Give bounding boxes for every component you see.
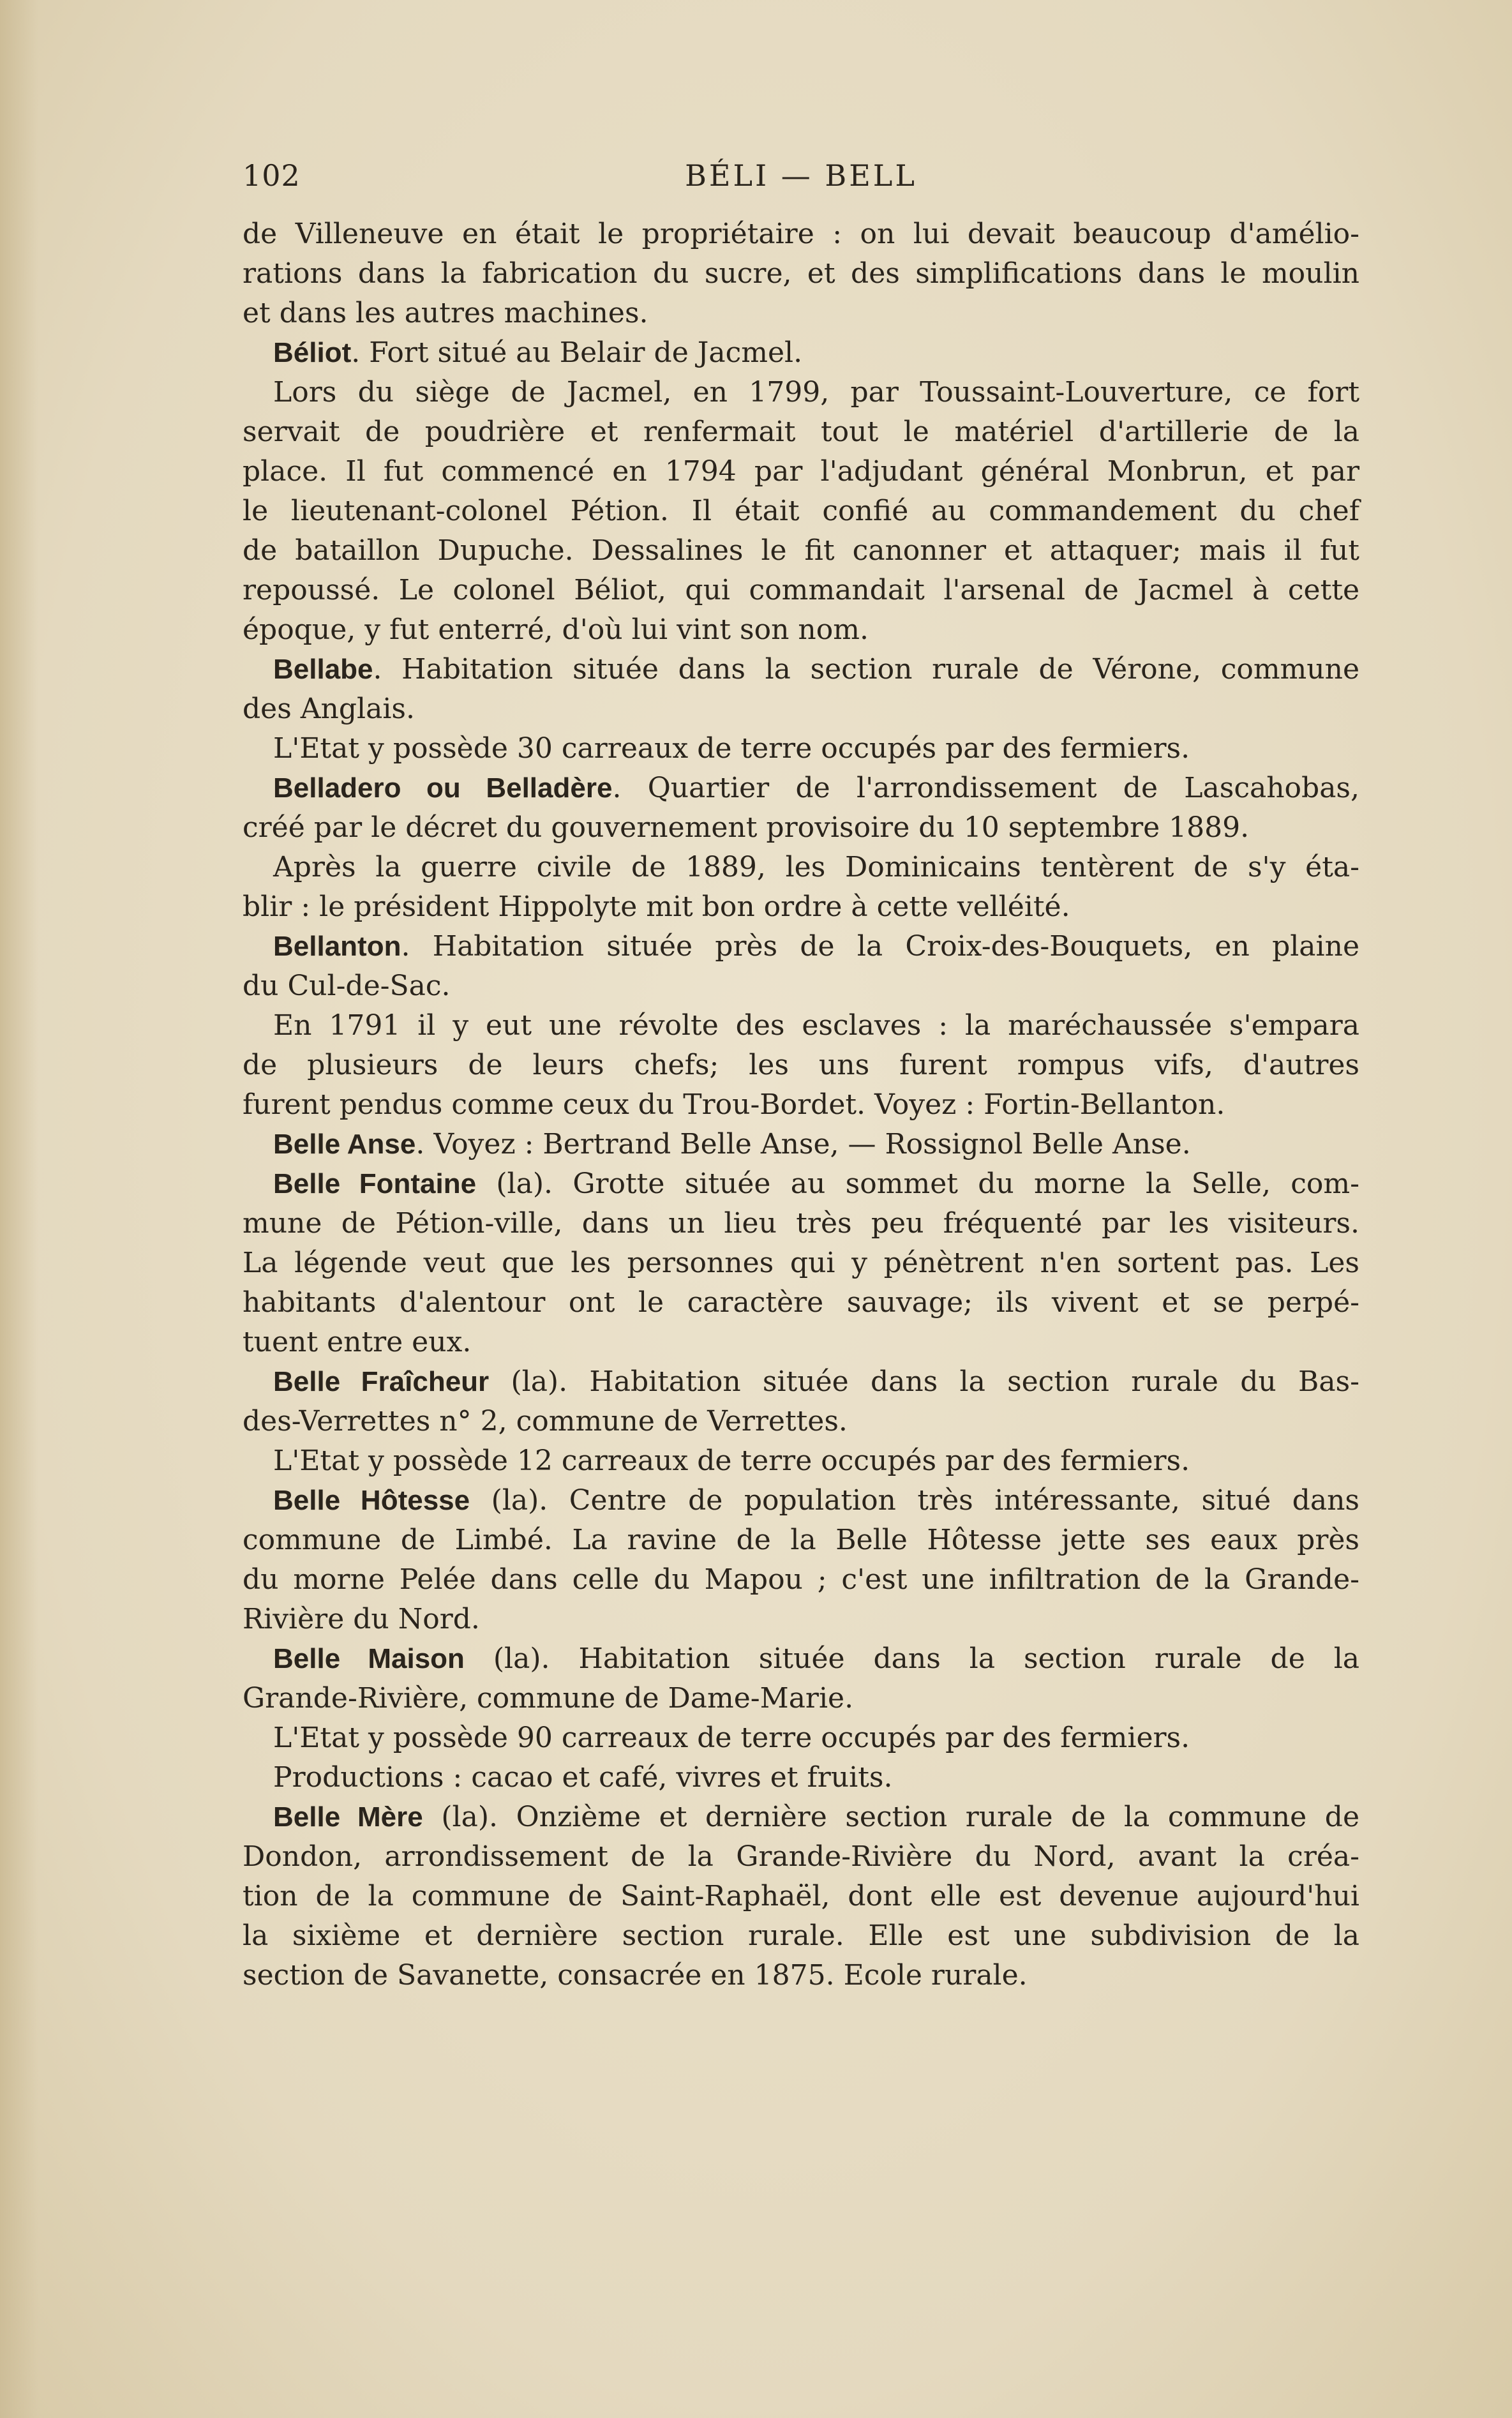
intro-paragraph — [243, 214, 1359, 333]
entry-headword: Belle Mère — [273, 1801, 423, 1833]
text-line — [243, 1323, 1359, 1362]
dictionary-entry — [243, 927, 1359, 1125]
entry-text: mune de Pétion-ville, dans un lieu très peu fréquenté par les visiteurs. — [243, 1207, 1359, 1240]
text-line — [243, 769, 1359, 808]
text-line: de plusieurs de leurs chefs; les uns furent rompus vifs, d'autres — [243, 1049, 1359, 1081]
entry-headword: Belle Anse — [273, 1129, 416, 1160]
entry-text: (la). Habitation située dans la section rurale de la — [464, 1642, 1359, 1675]
entry-headword: Belle Hôtesse — [273, 1485, 470, 1516]
entry-headword: Belle Fontaine — [273, 1168, 477, 1199]
entry-text: la sixième et dernière section rurale. Elle est une subdivision de la — [243, 1919, 1359, 1952]
text-line — [243, 1243, 1359, 1283]
dictionary-entry — [243, 1798, 1359, 1995]
entry-text: (la). Habitation située dans la section rurale du Bas- — [489, 1365, 1359, 1398]
text-line: Après la guerre civile de 1889, les Dominicains tentèrent de s'y éta- — [273, 851, 1359, 883]
entry-text: commune de Limbé. La ravine de la Belle Hôtesse jette ses eaux près — [243, 1524, 1359, 1556]
dictionary-entry — [243, 769, 1359, 927]
text-line: de bataillon Dupuche. Dessalines le fit canonner et attaquer; mais il fut — [243, 534, 1359, 567]
entry-text: du Cul-de-Sac. — [243, 970, 451, 1002]
text-line — [243, 1600, 1359, 1639]
page-header — [243, 158, 1359, 203]
text-line: En 1791 il y eut une révolte des esclaves : la maréchaussée s'empara — [273, 1009, 1359, 1042]
entry-text: (la). Grotte située au sommet du morne la Selle, com- — [476, 1168, 1360, 1200]
text-line — [243, 808, 1359, 848]
entry-text: Grande-Rivière, commune de Dame-Marie. — [243, 1682, 854, 1715]
text-line: L'Etat y possède 12 carreaux de terre occupés par des fermiers. — [273, 1445, 1190, 1477]
dictionary-entry — [243, 1362, 1359, 1481]
entry-text: . Habitation située dans la section rurale de Vérone, commune — [373, 653, 1359, 686]
text-line: servait de poudrière et renfermait tout le matériel d'artillerie de la — [243, 416, 1359, 448]
dictionary-entry — [243, 650, 1359, 769]
entry-text: des Anglais. — [243, 693, 415, 725]
dictionary-entry — [243, 1481, 1359, 1639]
text-line: L'Etat y possède 90 carreaux de terre occupés par des fermiers. — [273, 1722, 1190, 1754]
text-line — [243, 1402, 1359, 1441]
dictionary-entry — [243, 1125, 1359, 1164]
text-line: L'Etat y possède 30 carreaux de terre occupés par des fermiers. — [273, 732, 1190, 765]
entry-text: Dondon, arrondissement de la Grande-Rivière du Nord, avant la créa- — [243, 1840, 1359, 1873]
text-line: rations dans la fabrication du sucre, et des simplifications dans le moulin — [243, 257, 1359, 290]
text-line: et dans les autres machines. — [243, 297, 648, 329]
entry-text: . Habitation située près de la Croix-des-Bouquets, en plaine — [401, 930, 1359, 963]
text-line: furent pendus comme ceux du Trou-Bordet. Voyez : Fortin-Bellanton. — [243, 1088, 1225, 1121]
entry-headword: Bellanton — [273, 931, 401, 962]
text-line: blir : le président Hippolyte mit bon ordre à cette velléité. — [243, 890, 1070, 923]
entry-text: . Fort situé au Belair de Jacmel. — [351, 336, 803, 369]
text-line: le lieutenant-colonel Pétion. Il était confié au commandement du chef — [243, 495, 1359, 527]
entry-text: des-Verrettes n° 2, commune de Verrettes. — [243, 1405, 848, 1438]
entry-headword: Belle Maison — [273, 1643, 465, 1674]
text-line: repoussé. Le colonel Béliot, qui commandait l'arsenal de Jacmel à cette — [243, 574, 1359, 606]
text-line: Productions : cacao et café, vivres et fruits. — [273, 1761, 893, 1794]
entry-list — [243, 333, 1359, 1995]
entry-headword: Belle Fraîcheur — [273, 1366, 490, 1397]
running-head: BÉLI — BELL — [685, 158, 917, 193]
entry-text: (la). Onzième et dernière section rurale de la commune de — [423, 1801, 1360, 1833]
entry-text: . Quartier de l'arrondissement de Lascahobas, — [612, 772, 1359, 804]
entry-text: tion de la commune de Saint-Raphaël, dont elle est devenue aujourd'hui — [243, 1880, 1359, 1912]
text-line — [243, 1837, 1359, 1877]
text-line — [243, 650, 1359, 689]
entry-headword: Belladero ou Belladère — [273, 772, 613, 804]
dictionary-entry — [243, 1639, 1359, 1798]
entry-text: (la). Centre de population très intéressante, situé dans — [470, 1484, 1359, 1517]
entry-text: . Voyez : Bertrand Belle Anse, — Rossignol Belle Anse. — [415, 1128, 1191, 1160]
text-line — [243, 1877, 1359, 1916]
entry-text: créé par le décret du gouvernement provisoire du 10 septembre 1889. — [243, 811, 1250, 844]
entry-text: section de Savanette, consacrée en 1875. Ecole rurale. — [243, 1959, 1028, 1992]
text-line — [243, 1560, 1359, 1600]
text-line: de Villeneuve en était le propriétaire : on lui devait beaucoup d'amélio- — [243, 218, 1359, 250]
page-number: 102 — [243, 158, 301, 193]
entry-text: Rivière du Nord. — [243, 1603, 480, 1635]
text-line: Lors du siège de Jacmel, en 1799, par Toussaint-Louverture, ce fort — [273, 376, 1359, 409]
text-line: place. Il fut commencé en 1794 par l'adjudant général Monbrun, et par — [243, 455, 1359, 488]
text-line — [243, 1521, 1359, 1560]
entry-text: La légende veut que les personnes qui y pénètrent n'en sortent pas. Les — [243, 1247, 1359, 1279]
text-line — [243, 333, 1359, 373]
text-line — [243, 1481, 1359, 1521]
text-line — [243, 966, 1359, 1006]
text-line — [243, 1916, 1359, 1956]
text-line: époque, y fut enterré, d'où lui vint son nom. — [243, 613, 869, 646]
dictionary-entry — [243, 1164, 1359, 1362]
entry-text: habitants d'alentour ont le caractère sauvage; ils vivent et se perpé- — [243, 1286, 1359, 1319]
text-line — [243, 927, 1359, 966]
entry-headword: Béliot — [273, 337, 352, 368]
text-line — [243, 1956, 1359, 1995]
text-line — [243, 1639, 1359, 1679]
text-line — [243, 1283, 1359, 1323]
page-body — [243, 214, 1359, 1995]
entry-text: tuent entre eux. — [243, 1326, 472, 1358]
text-line — [243, 1362, 1359, 1402]
text-line — [243, 1204, 1359, 1243]
text-line — [243, 1164, 1359, 1204]
text-line — [243, 1125, 1359, 1164]
entry-text: du morne Pelée dans celle du Mapou ; c'est une infiltration de la Grande- — [243, 1563, 1359, 1596]
entry-headword: Bellabe — [273, 654, 373, 685]
text-line — [243, 1679, 1359, 1718]
text-line — [243, 1798, 1359, 1837]
text-line — [243, 689, 1359, 729]
dictionary-entry — [243, 333, 1359, 650]
